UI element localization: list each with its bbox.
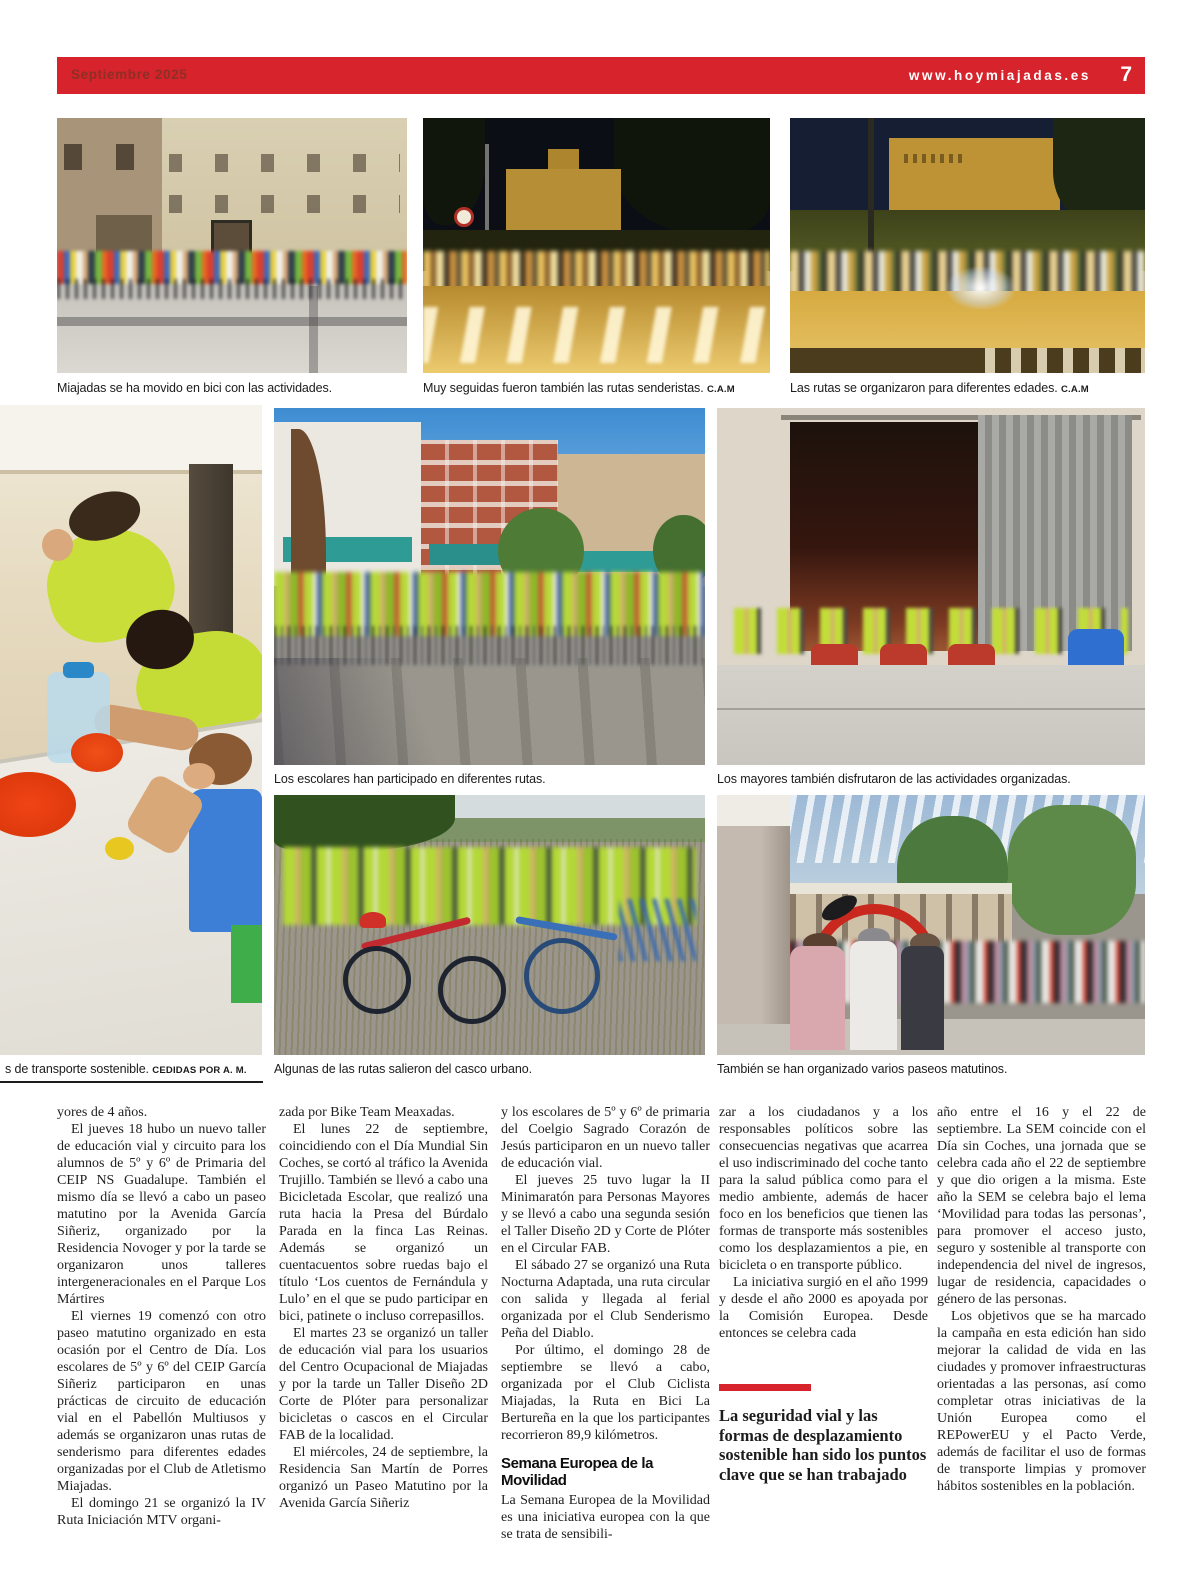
body-paragraph: El martes 23 se organizó un taller de educación vial para los usuarios del Centro Ocupacional de Miajadas y por la tarde un Taller Diseño 2D Corte de Plóter para personalizar bicicletas o cascos en el Circular FAB de la localidad. <box>279 1326 488 1443</box>
crosswalk <box>985 348 1145 374</box>
tree <box>1008 805 1136 935</box>
caption-text: s de transporte sostenible. <box>5 1062 149 1076</box>
photo-credit: CEDIDAS POR A. M. <box>152 1065 247 1076</box>
header-bar <box>57 57 1145 94</box>
yellow-toy <box>105 837 134 860</box>
pavement-stripe <box>309 286 318 373</box>
walker-pink <box>790 946 846 1050</box>
building-top <box>717 795 790 826</box>
photo-caption <box>274 1062 705 1076</box>
house <box>889 138 1059 220</box>
caption-text: Miajadas se ha movido en bici con las actividades. <box>57 381 333 395</box>
bike-wheel <box>438 956 506 1024</box>
photo-caption <box>717 772 1145 786</box>
photo-caption <box>57 381 407 395</box>
body-paragraph: yores de 4 años. <box>57 1105 148 1120</box>
photo-cyclists-plaza <box>57 118 407 373</box>
body-paragraph: El lunes 22 de septiembre, coincidiendo con el Día Mundial Sin Coches, se cortó al tráfico la Avenida Trujillo. También se llevó a cabo una Bicicletada Escolar, que realizó una ruta hacia la Presa del Búrdalo Parada en la finca Las Reinas. Además se organizó un cuentacuentos sobre ruedas bajo el título ‘Los cuentos de Fernándula y Lulo’ en el que se pudo participar en bici, patinete o incluso correpasillos. <box>279 1122 488 1324</box>
photo-caption <box>423 381 770 395</box>
walker-white <box>850 941 897 1050</box>
caption-text: Los mayores también disfrutaron de las actividades organizadas. <box>717 772 1071 786</box>
issue-date: Septiembre 2025 <box>71 67 188 82</box>
photo-caption <box>717 1062 1145 1076</box>
body-paragraph: El jueves 18 hubo un nuevo taller de educación vial y circuito para los alumnos de 5º y 6º de Primaria del CEIP NS Guadalupe. También el mismo día se llevó a cabo un paseo matutino por la Avenida García Siñeriz, organizado por la Residencia Novoger y por la tarde se organizaron unos talleres intergeneracionales en el Parque Los Mártires <box>57 1122 266 1307</box>
ground-joint <box>717 708 1145 710</box>
volunteer-face <box>42 529 73 562</box>
photo-night-walk-2 <box>790 118 1145 373</box>
photo-school-bike-ride <box>274 408 705 765</box>
walker-dark <box>901 946 944 1050</box>
windows <box>169 154 400 172</box>
crowd <box>423 251 770 292</box>
red-helmet <box>360 912 386 928</box>
body-paragraph: zar a los ciudadanos y a los responsables políticos sobre las consecuencias negativas que acarrea el uso indiscriminado del coche tanto para la salud pública como para el medio ambiente, además de hacer foco en los beneficios que tienen las formas de transporte más sostenibles como los desplazamientos a pie, en bicicleta o en transporte público. <box>719 1105 928 1273</box>
body-paragraph: La iniciativa surgió en el año 1999 y desde el año 2000 es apoyada por la Comisión Europea. Desde entonces se celebra cada <box>719 1275 928 1341</box>
section-subhead: Semana Europea de la Movilidad <box>501 1455 654 1489</box>
photo-credit: C.A.M <box>706 384 735 395</box>
caption-text: Los escolares han participado en diferentes rutas. <box>274 772 546 786</box>
body-paragraph: y los escolares de 5º y 6º de primaria del Coelgio Sagrado Corazón de Jesús participaron en un nuevo taller de educación vial. <box>501 1105 710 1171</box>
photo-rural-route <box>274 795 705 1055</box>
bicycles <box>619 899 697 961</box>
pullquote-rule <box>719 1384 811 1391</box>
granite-building <box>717 795 790 1024</box>
photo-workshop-table <box>0 405 262 1055</box>
bike-wheel <box>524 938 600 1014</box>
green-detail <box>231 925 262 1003</box>
body-paragraph: El sábado 27 se organizó una Ruta Nocturna Adaptada, una ruta circular con salida y llegada al ferial organizada por el Club Senderismo Peña del Diablo. <box>501 1258 710 1341</box>
body-paragraph: El miércoles, 24 de septiembre, la Residencia San Martín de Porres organizó un Paseo Matutino por la Avenida García Siñeriz <box>279 1445 488 1511</box>
pillar <box>189 464 234 659</box>
body-paragraph: zada por Bike Team Meaxadas. <box>279 1105 455 1120</box>
article-column-5 <box>937 1104 1146 1554</box>
article-column-3 <box>501 1104 710 1554</box>
body-paragraph: El jueves 25 tuvo lugar la II Minimaratón para Personas Mayores y se llevó a cabo una segunda sesión el Taller Diseño 2D y Corte de Plóter en el Circular FAB. <box>501 1173 710 1256</box>
photo-caption <box>790 381 1145 395</box>
crowd-legs <box>57 279 407 299</box>
page-number: 7 <box>1120 63 1132 86</box>
windows <box>64 144 155 170</box>
windows <box>169 195 400 213</box>
body-paragraph: año entre el 16 y el 22 de septiembre. La SEM coincide con el Día sin Coches, una jornada que se celebra cada año el 22 de septiembre y que dio origen a la misma. Este año la SEM se celebra bajo el lema ‘Movilidad para todas las personas’, para promover el acceso justo, seguro y sostenible al transporte con independencia del nivel de ingresos, lugar de residencia, capacidades o género de las personas. <box>937 1105 1146 1307</box>
house <box>506 169 621 230</box>
article-column-4 <box>719 1104 928 1554</box>
body-paragraph: Los objetivos que se ha marcado la campaña en esta edición han sido mejorar la calidad de vida en las ciudades y promover infraestructuras orientadas a las personas, así como completar otras iniciativas de la Unión Europea como el REPowerEU y el Pacto Verde, además de facilitar el uso de formas de transporte limpias y promover hábitos sostenibles en la población. <box>937 1309 1146 1494</box>
camera-flash <box>946 266 1016 310</box>
crosswalk <box>423 307 770 363</box>
body-paragraph: El domingo 21 se organizó la IV Ruta Iniciación MTV organi- <box>57 1496 266 1528</box>
pullquote: La seguridad vial y las formas de desplazamiento sostenible han sido los puntos clave que se han trabajado <box>719 1406 927 1484</box>
caption-text: Algunas de las rutas salieron del casco urbano. <box>274 1062 532 1076</box>
photo-seniors-tricycles <box>717 408 1145 765</box>
shadow <box>274 658 511 765</box>
red-bowl-small <box>71 733 123 772</box>
concrete-ground <box>717 665 1145 765</box>
article-column-2 <box>279 1104 488 1554</box>
caption-text: Muy seguidas fueron también las rutas senderistas. <box>423 381 704 395</box>
caption-rule <box>0 1081 263 1083</box>
photo-credit: C.A.M <box>1060 384 1089 395</box>
article-column-1 <box>57 1104 266 1554</box>
body-paragraph: La Semana Europea de la Movilidad es una iniciativa europea con la que se trata de sensibili- <box>501 1493 710 1542</box>
photo-morning-walk <box>717 795 1145 1055</box>
pavement-stripe <box>57 317 407 326</box>
website-url: www.hoymiajadas.es <box>908 68 1091 83</box>
bike-wheel <box>343 946 411 1014</box>
caption-text: También se han organizado varios paseos matutinos. <box>717 1062 1008 1076</box>
photo-caption <box>5 1062 263 1076</box>
balcony <box>904 154 968 163</box>
photo-caption <box>274 772 705 786</box>
caption-text: Las rutas se organizaron para diferentes edades. <box>790 381 1058 395</box>
child-face <box>183 763 214 789</box>
body-paragraph: El viernes 19 comenzó con otro paseo matutino organizado en esta ocasión por el Centro de Día. Los escolares de 5º y 6º del CEIP García Siñeriz participaron en unas prácticas de circuito de educación vial en el Pabellón Multiusos y además se organizaron unas rutas de senderismo para diferentes edades organizadas por el Club de Atletismo Miajadas. <box>57 1309 266 1494</box>
bottle-cap <box>63 662 94 678</box>
photo-night-walk-1 <box>423 118 770 373</box>
body-paragraph: Por último, el domingo 28 de septiembre se llevó a cabo, organizada por el Club Ciclista Miajadas, la Ruta en Bici La Bertureña en la que los participantes recorrieron 89,9 kilómetros. <box>501 1343 710 1443</box>
